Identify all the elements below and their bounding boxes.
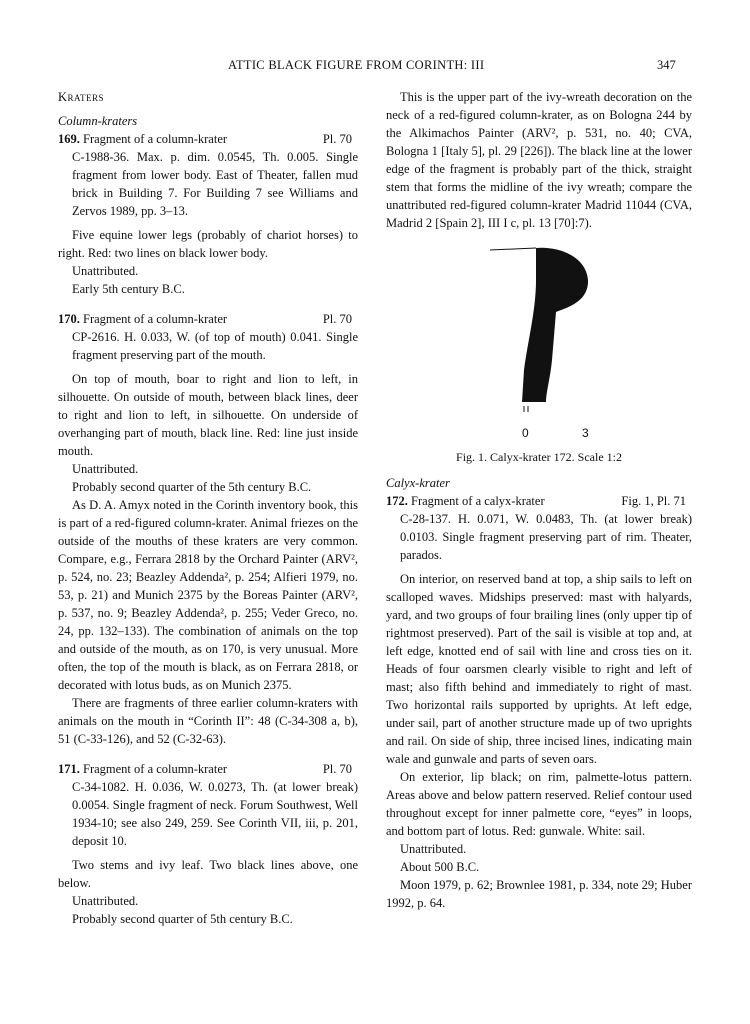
entry-attribution: Unattributed. xyxy=(72,462,139,476)
running-title: ATTIC BLACK FIGURE FROM CORINTH: III xyxy=(228,58,485,72)
figure-1 xyxy=(386,240,692,440)
entry-description: C-28-137. H. 0.071, W. 0.0483, Th. (at lower break) 0.0103. Single fragment preserving part of rim. Theater, parados. xyxy=(400,512,692,562)
entry-description: C-1988-36. Max. p. dim. 0.0545, Th. 0.005. Single fragment from lower body. East of Theater, fallen mud brick in Building 7. For Building 7 see Williams and Zervos 1989, pp. 3–13. xyxy=(72,150,358,218)
entry-bibliography: Moon 1979, p. 62; Brownlee 1981, p. 334, note 29; Huber 1992, p. 64. xyxy=(386,878,692,910)
plate-ref: Pl. 70 xyxy=(322,312,352,326)
entry-title: Fragment of a column-krater xyxy=(83,762,228,776)
scale-label-start: 0 xyxy=(522,426,529,440)
entry-date: About 500 B.C. xyxy=(400,860,480,874)
entry-number: 172. xyxy=(386,494,408,508)
entry-paragraph: Two stems and ivy leaf. Two black lines above, one below. xyxy=(58,858,358,890)
catalogue-entry-169 xyxy=(58,130,358,298)
subsection-heading: Calyx-krater xyxy=(386,476,450,490)
page-number: 347 xyxy=(657,58,676,72)
right-column xyxy=(386,88,692,912)
entry-paragraph: As D. A. Amyx noted in the Corinth inventory book, this is part of a red-figured column-krater. Animal friezes on the outside of the mouths of these kraters are very common. Compare, e.g., Ferrara 2818 by the Orchard Painter (ARV², p. 524, no. 23; Beazley Addenda², p. 254; Alfieri 1979, no. 53, p. 21) and Munich 2375 by the Boreas Painter (ARV², p. 537, no. 9; Beazley Addenda², p. 255; Veder Greco, no. 24, pp. 132–133). The combination of animals on the top and outside of the mouth, as on 170, is very unusual. More often, the top of the mouth is black, as on Ferrara 2818, or decorated with lotus buds, as on Munich 2375. xyxy=(58,498,358,692)
profile-outline xyxy=(490,248,536,250)
entry-attribution: Unattributed. xyxy=(400,842,467,856)
entry-title: Fragment of a calyx-krater xyxy=(411,494,545,508)
fragment-profile-drawing xyxy=(386,240,692,420)
subsection-heading: Column-kraters xyxy=(58,114,138,128)
entry-number: 169. xyxy=(58,132,80,146)
plate-ref: Pl. 70 xyxy=(322,762,352,776)
entry-date: Probably second quarter of the 5th century B.C. xyxy=(72,480,312,494)
entry-attribution: Unattributed. xyxy=(72,264,139,278)
entry-attribution: Unattributed. xyxy=(72,894,139,908)
plate-ref: Pl. 70 xyxy=(322,132,352,146)
entry-paragraph: There are fragments of three earlier column-kraters with animals on the mouth in “Corinth II”: 48 (C-34-308 a, b), 51 (C-33-126), and 52 (C-32-63). xyxy=(58,696,358,746)
entry-title: Fragment of a column-krater xyxy=(83,312,228,326)
entry-paragraph: On exterior, lip black; on rim, palmette-lotus pattern. Areas above and below pattern reserved. Relief contour used throughout except for inner palmette core, “eyes” in loops, and bottom part of lotus. Red: gunwale. White: sail. xyxy=(386,770,692,838)
entry-paragraph: Five equine lower legs (probably of chariot horses) to right. Red: two lines on black lower body. xyxy=(58,228,358,260)
catalogue-entry-171 xyxy=(58,760,358,928)
scale-label-end: 3 xyxy=(582,426,589,440)
entry-title: Fragment of a column-krater xyxy=(83,132,228,146)
entry-date: Early 5th century B.C. xyxy=(72,282,185,296)
entry-date: Probably second quarter of 5th century B.C. xyxy=(72,912,293,926)
entry-heading xyxy=(58,310,358,328)
figure-caption: Fig. 1. Calyx-krater 172. Scale 1:2 xyxy=(456,450,622,464)
section-heading: Kraters xyxy=(58,90,105,104)
entry-number: 171. xyxy=(58,762,80,776)
entry-paragraph: On top of mouth, boar to right and lion to left, in silhouette. On outside of mouth, between black lines, deer to right and lion to left, in silhouette. On underside of overhanging part of mouth, black line. Red: line just inside mouth. xyxy=(58,372,358,458)
plate-ref: Fig. 1, Pl. 71 xyxy=(621,494,686,508)
entry-number: 170. xyxy=(58,312,80,326)
entry-heading xyxy=(58,760,358,778)
catalogue-entry-170 xyxy=(58,310,358,748)
entry-description: CP-2616. H. 0.033, W. (of top of mouth) 0.041. Single fragment preserving part of the mouth. xyxy=(72,330,358,362)
catalogue-entry-172 xyxy=(386,492,692,912)
entry-paragraph: On interior, on reserved band at top, a ship sails to left on scalloped waves. Midships preserved: mast with halyards, yard, and two groups of four brailing lines (only upper tip of rightmost preserved). Part of the sail is visible at top and, at left edge, knotted end of sail with line and cross ties on it. Heads of four oarsmen clearly visible to right and left of mast; also fifth behind and immediately to right of mast. Two horizontal rails supported by uprights. At left edge, under sail, part of another structure made up of two uprights and rail. On side of ship, three incised lines, indicating main wale and gunwale and parts of seven oars. xyxy=(386,572,692,766)
entry-paragraph: This is the upper part of the ivy-wreath decoration on the neck of a red-figured column-krater, as on Bologna 244 by the Alkimachos Painter (ARV², p. 531, no. 40; CVA, Bologna 1 [Italy 5], pl. 29 [226]). The black line at the lower edge of the fragment is probably part of the thick, straight stem that forms the midline of the ivy wreath; compare the unattributed red-figured column-krater Madrid 11044 (CVA, Madrid 2 [Spain 2], III I c, pl. 13 [70]:7). xyxy=(386,90,692,230)
entry-heading xyxy=(58,130,358,148)
entry-heading xyxy=(386,492,692,510)
left-column xyxy=(58,88,358,928)
profile-section xyxy=(522,248,588,402)
entry-description: C-34-1082. H. 0.036, W. 0.0273, Th. (at lower break) 0.0054. Single fragment of neck. Forum Southwest, Well 1934-10; see also 249, 259. See Corinth VII, iii, p. 201, deposit 10. xyxy=(72,780,358,848)
